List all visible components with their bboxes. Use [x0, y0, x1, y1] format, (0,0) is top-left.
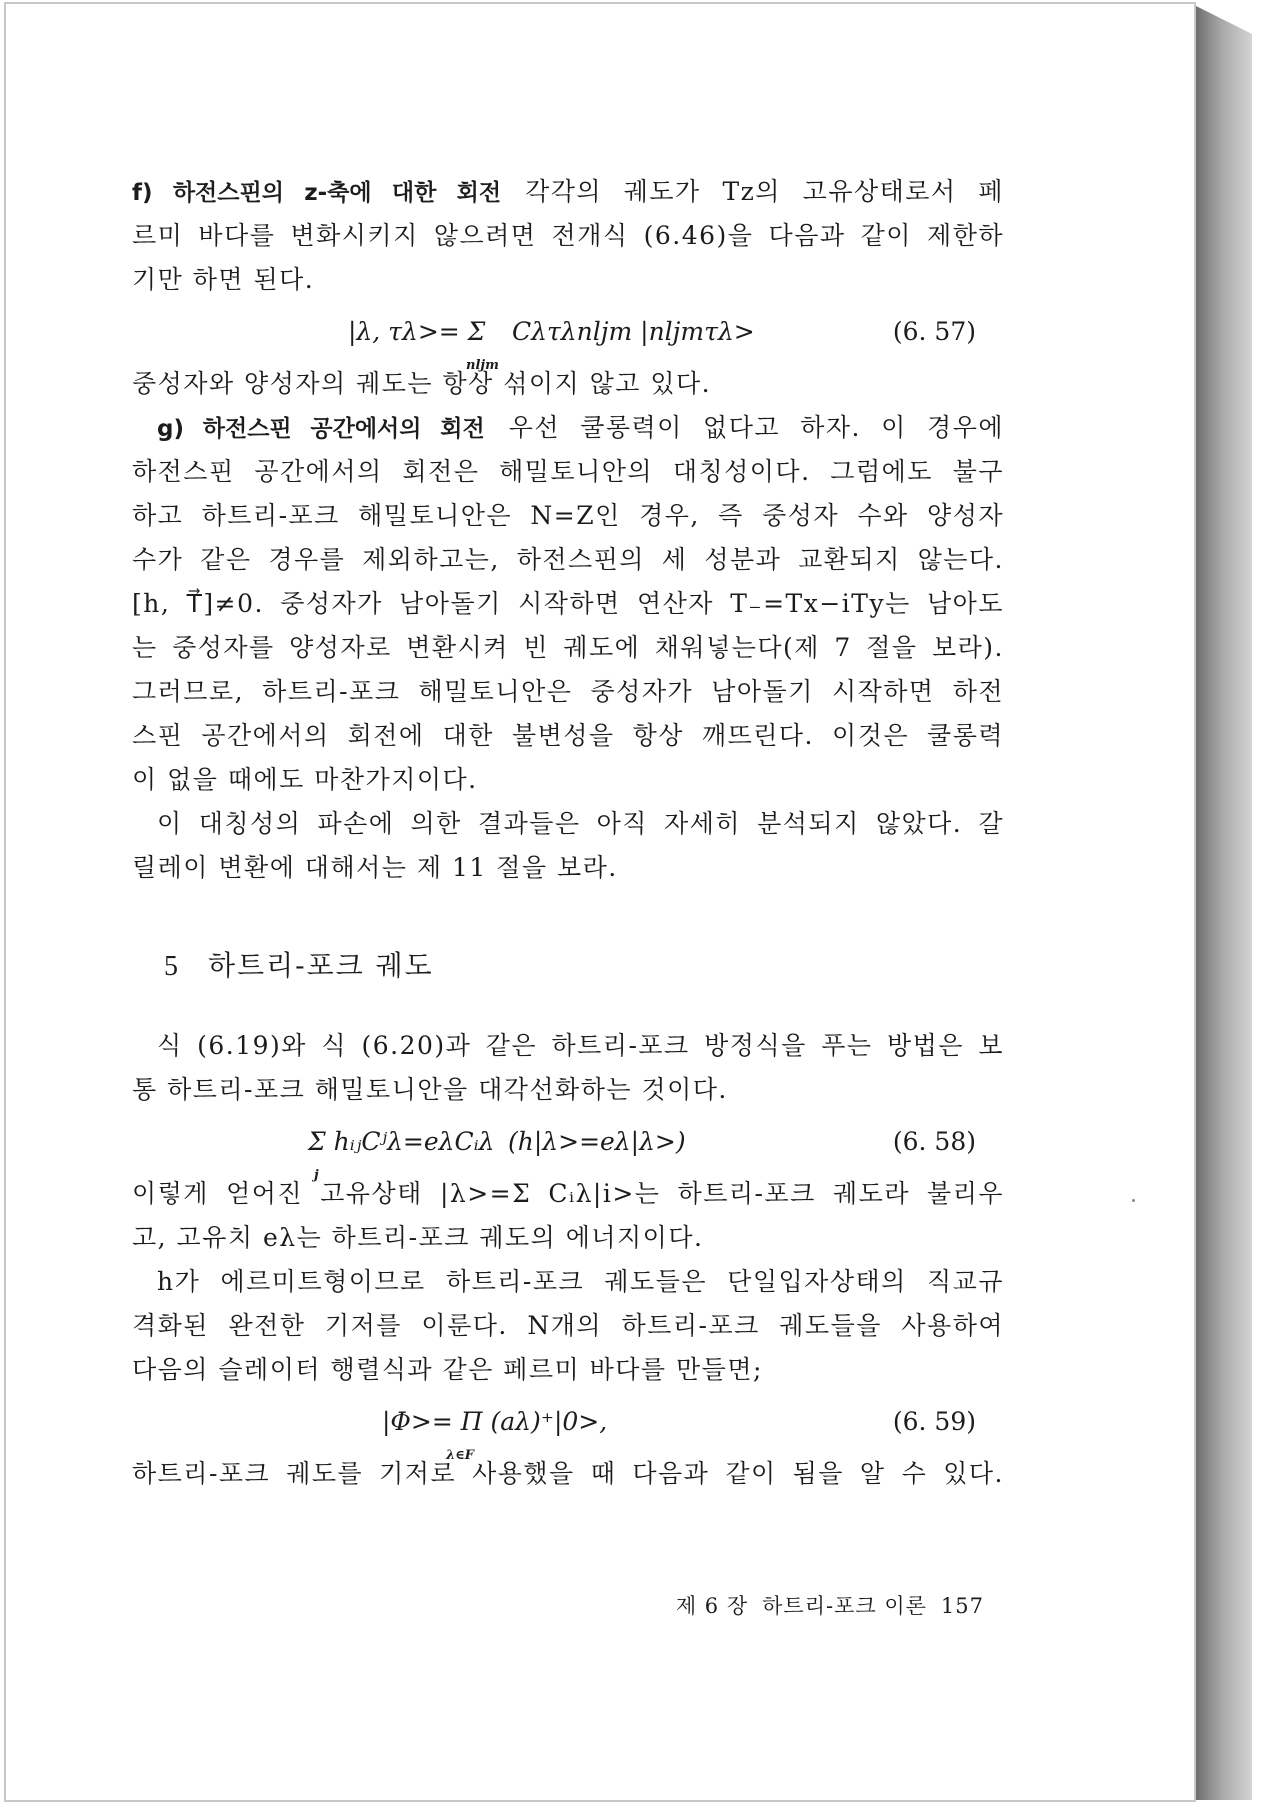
footer-page-number: 157	[940, 1594, 984, 1618]
para-f-heading: f) 하전스핀의 z-축에 대한 회전	[132, 180, 502, 206]
equation-6-58	[132, 1112, 1004, 1183]
section-heading	[132, 936, 1004, 996]
eq-6-59-lhs: |Φ>= Π (aλ)⁺|0>,	[382, 1407, 608, 1436]
line-last: 하트리-포크 궤도를 기저로 사용했을 때 다음과 같이 됨을 알 수 있다.	[132, 1459, 1004, 1488]
section-number: 5	[164, 951, 180, 982]
eq-6-57-rhs: Cλτλnljm |nljmτλ>	[512, 317, 755, 346]
equation-6-59	[132, 1392, 1004, 1463]
eq-6-58-lhs: Σ hᵢⱼCʲλ=eλCᵢλ	[308, 1127, 495, 1156]
para-herm-line-1: h가 에르미트형이므로 하트리-포크 궤도들은 단일입자상태의 직교규	[157, 1267, 1004, 1296]
eq-6-59-sub: λ∈F	[446, 1448, 474, 1463]
para-sym-line-1: 이 대칭성의 파손에 의한 결과들은 아직 자세히 분석되지 않았다. 갈	[157, 809, 1004, 838]
book-page	[4, 2, 1196, 1802]
para-g-line-6: 는 중성자를 양성자로 변환시켜 빈 궤도에 채워넣는다(제 7 절을 보라).	[132, 633, 1004, 662]
para-hf-line-2: 통 하트리-포크 해밀토니안을 대각선화하는 것이다.	[132, 1075, 728, 1104]
para-g-line-1	[132, 406, 1004, 450]
para-g-line-9: 이 없을 때에도 마찬가지이다.	[132, 765, 478, 794]
para-f-text-1: 각각의 궤도가 Tz의 고유상태로서 페	[525, 177, 1004, 206]
para-g-line-7: 그러므로, 하트리-포크 해밀토니안은 중성자가 남아돌기 시작하면 하전	[132, 677, 1004, 706]
footer-title: 하트리-포크 이론	[762, 1594, 927, 1618]
eq-6-57-lhs: |λ, τλ>= Σ	[348, 317, 486, 346]
para-eigen-line-2: 고, 고유치 eλ는 하트리-포크 궤도의 에너지이다.	[132, 1223, 704, 1252]
equation-6-57	[132, 302, 1004, 373]
para-herm-line-2: 격화된 완전한 기저를 이룬다. N개의 하트리-포크 궤도들을 사용하여	[132, 1311, 1004, 1340]
para-g-text-1: 우선 쿨롱력이 없다고 하자. 이 경우에	[508, 413, 1004, 442]
eq-6-59-number: (6. 59)	[892, 1407, 976, 1436]
para-f-line-2: 르미 바다를 변화시키지 않으려면 전개식 (6.46)을 다음과 같이 제한하	[132, 221, 1004, 250]
eq-6-58-rhs: (h|λ>=eλ|λ>)	[508, 1127, 686, 1156]
para-hf-line-1: 식 (6.19)와 식 (6.20)과 같은 하트리-포크 방정식을 푸는 방법은 보	[157, 1031, 1004, 1060]
para-g-line-8: 스핀 공간에서의 회전에 대한 불변성을 항상 깨뜨린다. 이것은 쿨롱력	[132, 721, 1004, 750]
para-f-line-3: 기만 하면 된다.	[132, 265, 315, 294]
scan-speck	[1132, 1199, 1135, 1202]
eq-6-58-sub: j	[314, 1168, 319, 1183]
section-title: 하트리-포크 궤도	[208, 949, 434, 982]
para-sym-line-2: 릴레이 변환에 대해서는 제 11 절을 보라.	[132, 853, 618, 882]
eq-6-57-number: (6. 57)	[892, 317, 976, 346]
para-g-line-4: 수가 같은 경우를 제외하고는, 하전스핀의 세 성분과 교환되지 않는다.	[132, 545, 1004, 574]
eq-6-57-sub: nljm	[466, 358, 499, 373]
footer-chapter: 제 6 장	[675, 1594, 749, 1618]
para-g-heading: g) 하전스핀 공간에서의 회전	[157, 416, 485, 442]
para-f-line-1	[132, 170, 1004, 214]
eq-6-58-number: (6. 58)	[892, 1127, 976, 1156]
para-eigen-line-1: 이렇게 얻어진 고유상태 |λ>=Σ Cᵢλ|i>는 하트리-포크 궤도라 불리우	[132, 1179, 1004, 1208]
line-after-657: 중성자와 양성자의 궤도는 항상 섞이지 않고 있다.	[132, 369, 712, 398]
para-herm-line-3: 다음의 슬레이터 행렬식과 같은 페르미 바다를 만들면;	[132, 1355, 763, 1384]
page-edge-shadow	[1196, 6, 1252, 1800]
page-content	[132, 170, 1004, 1496]
para-g-line-5: [h, T⃗]≠0. 중성자가 남아돌기 시작하면 연산자 T₋=Tx−iTy는 남아도	[132, 589, 1004, 618]
para-g-line-2: 하전스핀 공간에서의 회전은 해밀토니안의 대칭성이다. 그럼에도 불구	[132, 457, 1004, 486]
page-footer	[644, 1586, 984, 1626]
para-g-line-3: 하고 하트리-포크 해밀토니안은 N=Z인 경우, 즉 중성자 수와 양성자	[132, 501, 1004, 530]
